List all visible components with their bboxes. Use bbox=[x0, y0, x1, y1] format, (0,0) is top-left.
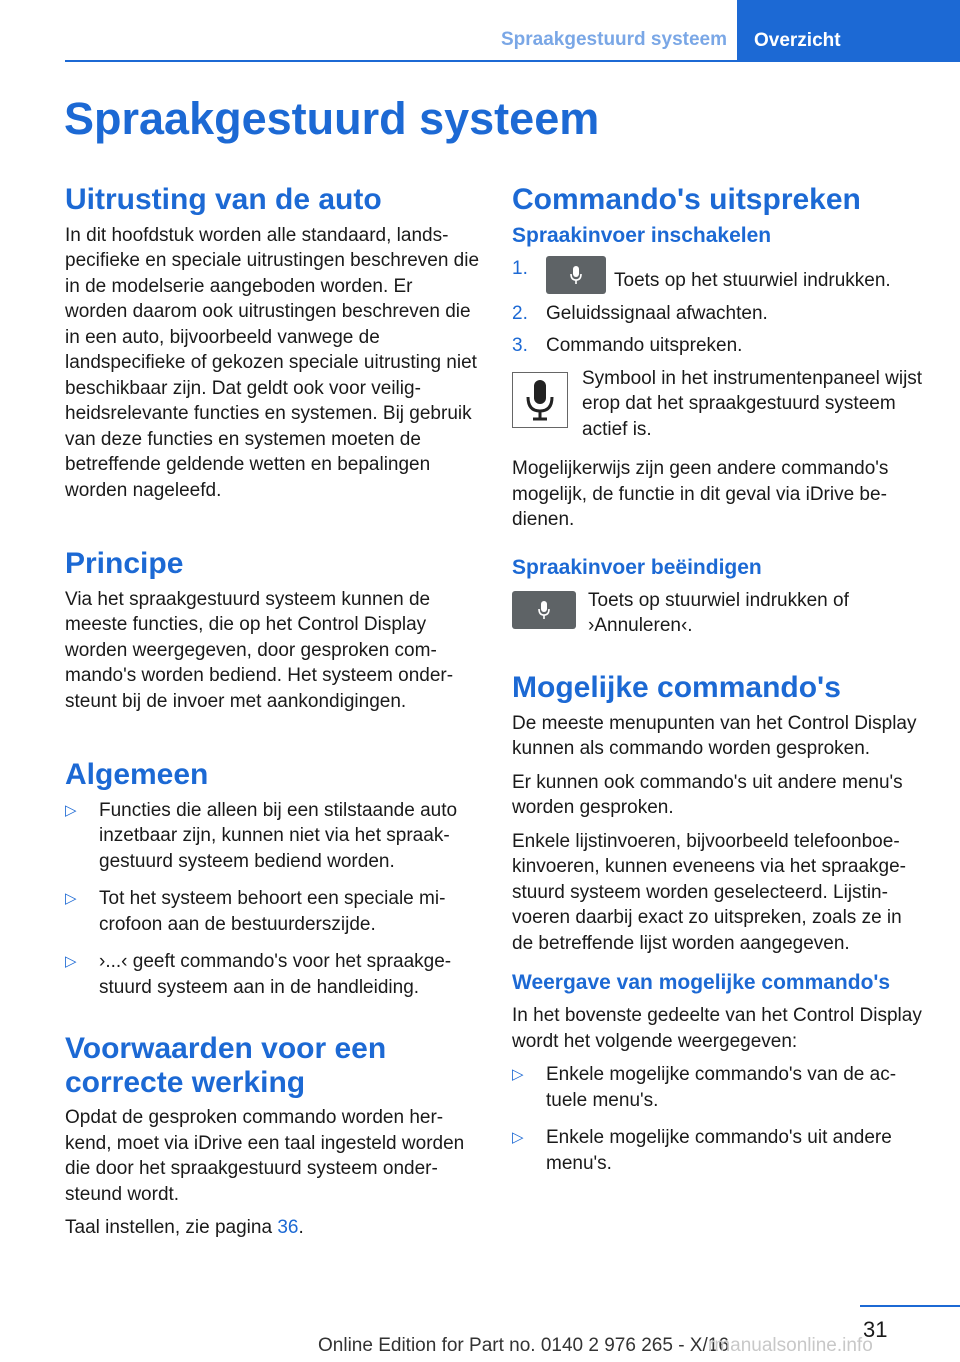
section-title-principle: Principe bbox=[65, 547, 184, 581]
page-header bbox=[65, 26, 960, 62]
display-list bbox=[512, 1062, 927, 1176]
list-item: ▷ Enkele mogelijke commando's van de actuele menu's. bbox=[512, 1064, 897, 1111]
section-title-possible-commands: Mogelijke commando's bbox=[512, 670, 841, 704]
section-title-requirements: Voorwaarden voor een correcte werking bbox=[65, 1032, 387, 1099]
edition-text: Online Edition for Part no. 0140 2 976 265 - X/16 bbox=[318, 1335, 729, 1356]
triangle-bullet-icon: ▷ bbox=[65, 801, 77, 819]
header-section-title: Spraakgestuurd systeem bbox=[501, 29, 727, 50]
steps-list bbox=[512, 256, 927, 359]
list-item: ▷ Enkele mogelijke commando's uit andere menu's. bbox=[512, 1127, 892, 1174]
voice-button-icon bbox=[546, 256, 606, 294]
symbol-row bbox=[512, 366, 927, 443]
equipment-text: In dit hoofdstuk worden alle standaard, landspecifieke en speciale uitrustingen beschreven die in de modelserie aangeboden worden. Er worden daarom ook uitrustingen beschreven die in een auto, bijvoorbeeld vanwege de landspecifieke of gekozen speciale uitrusting niet beschikbaar zijn. Dat geldt ook voor veiligheidsrelevante functies en systemen. Bij gebruik van deze functies en systemen moeten de betreffende geldende wetten en bepalingen worden nageleefd. bbox=[65, 224, 480, 501]
step-item: 2. Geluidssignaal afwachten. bbox=[512, 302, 768, 324]
triangle-bullet-icon: ▷ bbox=[65, 890, 77, 908]
possible-commands-text-3: Enkele lijstinvoeren, bijvoorbeeld telefoonboekinvoeren, kunnen eveneens via het spraakgestuurd systeem worden geselecteerd. Lijstinvoeren daarbij exact zo uitspreken, zoals ze in de betreffende lijst worden aangegeven. bbox=[512, 830, 906, 954]
commands-note: Mogelijkerwijs zijn geen andere commando's mogelijk, de functie in dit geval via iDrive bedienen. bbox=[512, 458, 889, 531]
language-setting-text: Taal instellen, zie pagina 36. bbox=[65, 1217, 304, 1239]
end-row bbox=[512, 588, 927, 639]
page-link[interactable]: 36 bbox=[277, 1217, 299, 1239]
step-item: 1. Toets op het stuurwiel indrukken. bbox=[512, 256, 927, 294]
subsection-title-end: Spraakinvoer beëindigen bbox=[512, 555, 762, 579]
triangle-bullet-icon: ▷ bbox=[512, 1129, 524, 1147]
watermark: rmanualsonline.info bbox=[708, 1335, 873, 1356]
footer-rule bbox=[860, 1305, 960, 1307]
right-column bbox=[512, 183, 927, 1188]
end-text: Toets op stuurwiel indrukken of ›Annuleren‹. bbox=[588, 589, 849, 637]
symbol-text: Symbool in het instrumentenpaneel wijst erop dat het spraakgestuurd systeem actief is. bbox=[582, 367, 923, 440]
list-item: ▷ ›...‹ geeft commando's voor het spraakgestuurd systeem aan in de handleiding. bbox=[65, 951, 452, 998]
triangle-bullet-icon: ▷ bbox=[512, 1066, 524, 1084]
triangle-bullet-icon: ▷ bbox=[65, 953, 77, 971]
section-title-general: Algemeen bbox=[65, 758, 209, 792]
subsection-title-activate: Spraakinvoer inschakelen bbox=[512, 223, 772, 247]
principle-text: Via het spraakgestuurd systeem kunnen de meeste functies, die op het Control Display worden weergegeven, door gesproken commando's worden bediend. Het systeem ondersteunt bij de invoer met aankondigingen. bbox=[65, 588, 454, 712]
section-title-equipment: Uitrusting van de auto bbox=[65, 183, 382, 216]
step-item: 3. Commando uitspreken. bbox=[512, 335, 743, 357]
left-column bbox=[65, 183, 480, 1249]
possible-commands-text-2: Er kunnen ook commando's uit andere menu's worden gesproken. bbox=[512, 771, 903, 819]
page-number: 31 bbox=[863, 1317, 888, 1342]
display-text: In het bovenste gedeelte van het Control Display wordt het volgende weergegeven: bbox=[512, 1005, 922, 1052]
requirements-text: Opdat de gesproken commando worden herkend, moet via iDrive een taal ingesteld worden die door het spraakgestuurd systeem ondersteund wordt. bbox=[65, 1107, 465, 1205]
possible-commands-text-1: De meeste menupunten van het Control Display kunnen als commando worden gesproken. bbox=[512, 712, 917, 760]
voice-button-icon bbox=[512, 591, 576, 629]
section-title-commands: Commando's uitspreken bbox=[512, 183, 861, 216]
header-tab: Overzicht bbox=[737, 0, 960, 60]
list-item: ▷ Functies die alleen bij een stilstaande auto inzetbaar zijn, kunnen niet via het spraakgestuurd systeem bediend worden. bbox=[65, 799, 458, 872]
microphone-symbol-icon bbox=[512, 372, 568, 428]
general-list bbox=[65, 798, 480, 1001]
subsection-title-display: Weergave van mogelijke commando's bbox=[512, 971, 891, 995]
list-item: ▷ Tot het systeem behoort een speciale microfoon aan de bestuurderszijde. bbox=[65, 888, 446, 935]
page-title: Spraakgestuurd systeem bbox=[64, 93, 600, 144]
